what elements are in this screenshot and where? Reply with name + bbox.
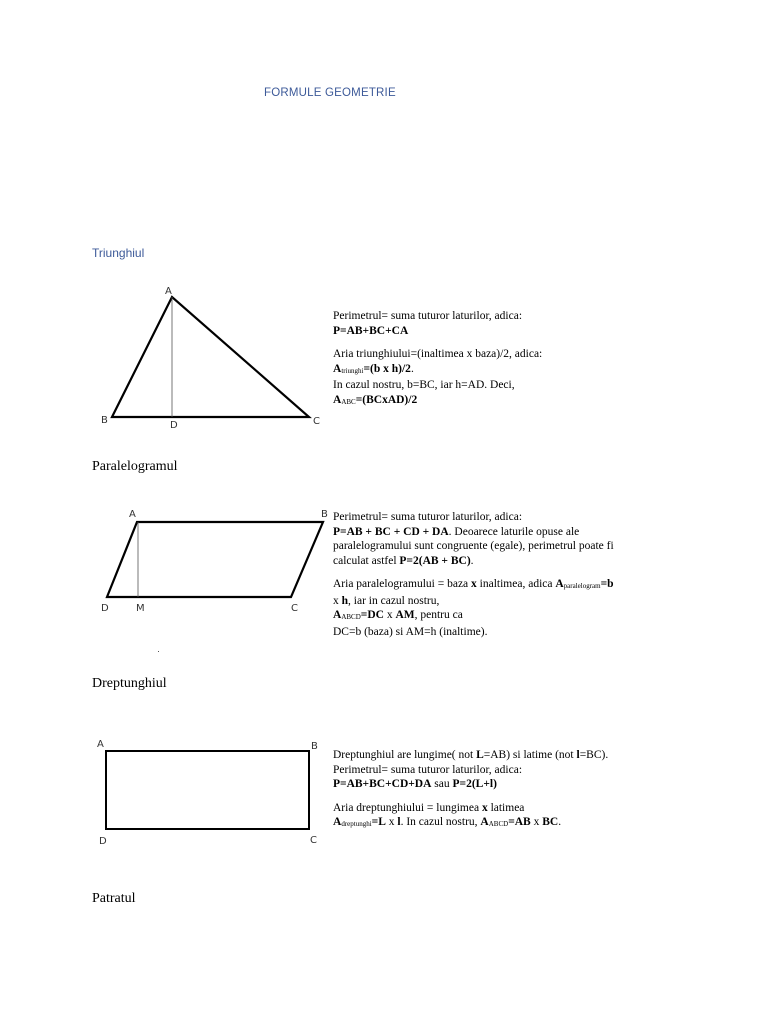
- parallelogram-label-b: B: [321, 509, 328, 520]
- triangle-perimeter-formula: P=AB+BC+CA: [333, 324, 409, 337]
- triangle-label-d: D: [170, 420, 178, 430]
- times-text: x: [333, 594, 342, 607]
- rectangle-perimeter-def: Perimetrul= suma tuturor laturilor, adica:: [333, 763, 523, 776]
- punctuation: .: [558, 816, 562, 828]
- area-subscript: dreptunghi: [341, 820, 372, 828]
- rectangle-def2: =AB) si latime (not: [483, 749, 577, 761]
- parallelogram-label-c: C: [291, 603, 298, 614]
- area-symbol: A: [333, 393, 342, 406]
- triangle-area-formula-abc: =(BCxAD)/2: [355, 393, 418, 406]
- width-symbol: l: [397, 816, 401, 828]
- rectangle-def3: =BC).: [579, 749, 609, 761]
- times-text: x: [383, 609, 396, 621]
- parallelogram-area-formula: =DC: [360, 609, 384, 621]
- punctuation: .: [410, 362, 414, 375]
- parallelogram-perimeter-formula2: P=2(AB + BC): [399, 554, 471, 567]
- length-symbol: L: [476, 749, 484, 761]
- parallelogram-area-def2: inaltimea, adica: [476, 578, 556, 590]
- height-symbol: h: [341, 594, 349, 607]
- connector-text: sau: [431, 778, 453, 790]
- parallelogram-case-text: , iar in cazul nostru,: [348, 594, 440, 607]
- area-subscript: paralelogram: [563, 582, 601, 590]
- triangle-area-formula: =(b x h)/2: [363, 362, 411, 375]
- times-symbol: x: [481, 801, 488, 814]
- area-symbol: A: [555, 578, 564, 590]
- rectangle-area-def2: latimea: [487, 801, 525, 814]
- parallelogram-perimeter-note: . Deoarece laturile opuse ale: [448, 525, 580, 538]
- rectangle-def: Dreptunghiul are lungime( not: [333, 749, 477, 761]
- times-text: x: [530, 816, 543, 828]
- rectangle-perimeter-formula2: P=2(L+l): [452, 778, 497, 790]
- area-symbol: A: [333, 816, 342, 828]
- parallelogram-label-a: A: [129, 509, 136, 520]
- triangle-label-b: B: [101, 415, 108, 426]
- rectangle-area-formula-abcd: =AB: [508, 816, 531, 828]
- triangle-text: [333, 309, 663, 409]
- area-symbol: A: [333, 362, 342, 375]
- area-subscript: ABC: [341, 397, 356, 406]
- parallelogram-perimeter-formula: P=AB + BC + CD + DA: [333, 525, 449, 538]
- parallelogram-label-m: M: [136, 603, 145, 614]
- area-subscript: triunghi: [341, 366, 364, 375]
- parallelogram-area-eq: =b: [600, 578, 614, 590]
- area-subscript: ABCD: [341, 613, 361, 621]
- parallelogram-heading: Paralelogramul: [92, 459, 178, 474]
- parallelogram-figure: [95, 505, 333, 615]
- rectangle-heading: Dreptunghiul: [92, 676, 167, 691]
- parallelogram-reason: , pentru ca: [414, 609, 463, 621]
- parallelogram-label-d: D: [101, 603, 109, 614]
- area-symbol: A: [333, 609, 342, 621]
- triangle-case-text: In cazul nostru, b=BC, iar h=AD. Deci,: [333, 379, 515, 391]
- triangle-figure: [95, 280, 330, 430]
- parallelogram-explanation: DC=b (baza) si AM=h (inaltime).: [333, 625, 488, 638]
- rectangle-area-def: Aria dreptunghiului = lungimea: [333, 801, 482, 814]
- triangle-heading: Triunghiul: [92, 246, 145, 260]
- rectangle-case-text: . In cazul nostru,: [400, 816, 481, 828]
- area-symbol: A: [480, 816, 489, 828]
- triangle-area-def: Aria triunghiului=(inaltimea x baza)/2, adica:: [333, 348, 543, 360]
- parallelogram-perimeter-def: Perimetrul= suma tuturor laturilor, adica:: [333, 511, 523, 523]
- document-title: FORMULE GEOMETRIE: [264, 87, 396, 99]
- triangle-label-a: A: [165, 286, 172, 297]
- side-bc: BC: [542, 816, 559, 828]
- stray-dot: [158, 651, 159, 652]
- triangle-label-c: C: [313, 416, 320, 427]
- width-symbol: l: [576, 749, 580, 761]
- parallelogram-perimeter-note2: paralelogramului sunt congruente (egale), perimetrul poate fi: [333, 540, 614, 552]
- rectangle-label-b: B: [311, 741, 318, 752]
- triangle-perimeter-def: Perimetrul= suma tuturor laturilor, adica:: [333, 310, 523, 322]
- rectangle-figure: [92, 734, 328, 849]
- height-segment: AM: [395, 609, 415, 621]
- rectangle-label-a: A: [97, 739, 104, 750]
- area-subscript: ABCD: [488, 820, 509, 828]
- rectangle-label-d: D: [99, 836, 107, 847]
- rectangle-perimeter-formula: P=AB+BC+CD+DA: [333, 778, 432, 790]
- times-text: x: [385, 816, 398, 828]
- parallelogram-perimeter-note3: calculat astfel: [333, 554, 400, 567]
- square-heading: Patratul: [92, 891, 136, 906]
- parallelogram-text: [333, 510, 663, 639]
- times-symbol: x: [471, 578, 477, 590]
- rectangle-text: [333, 748, 663, 832]
- parallelogram-area-def: Aria paralelogramului = baza: [333, 578, 472, 590]
- rectangle-label-c: C: [310, 835, 317, 846]
- rectangle-area-formula: =L: [371, 816, 386, 828]
- punctuation: .: [470, 554, 474, 567]
